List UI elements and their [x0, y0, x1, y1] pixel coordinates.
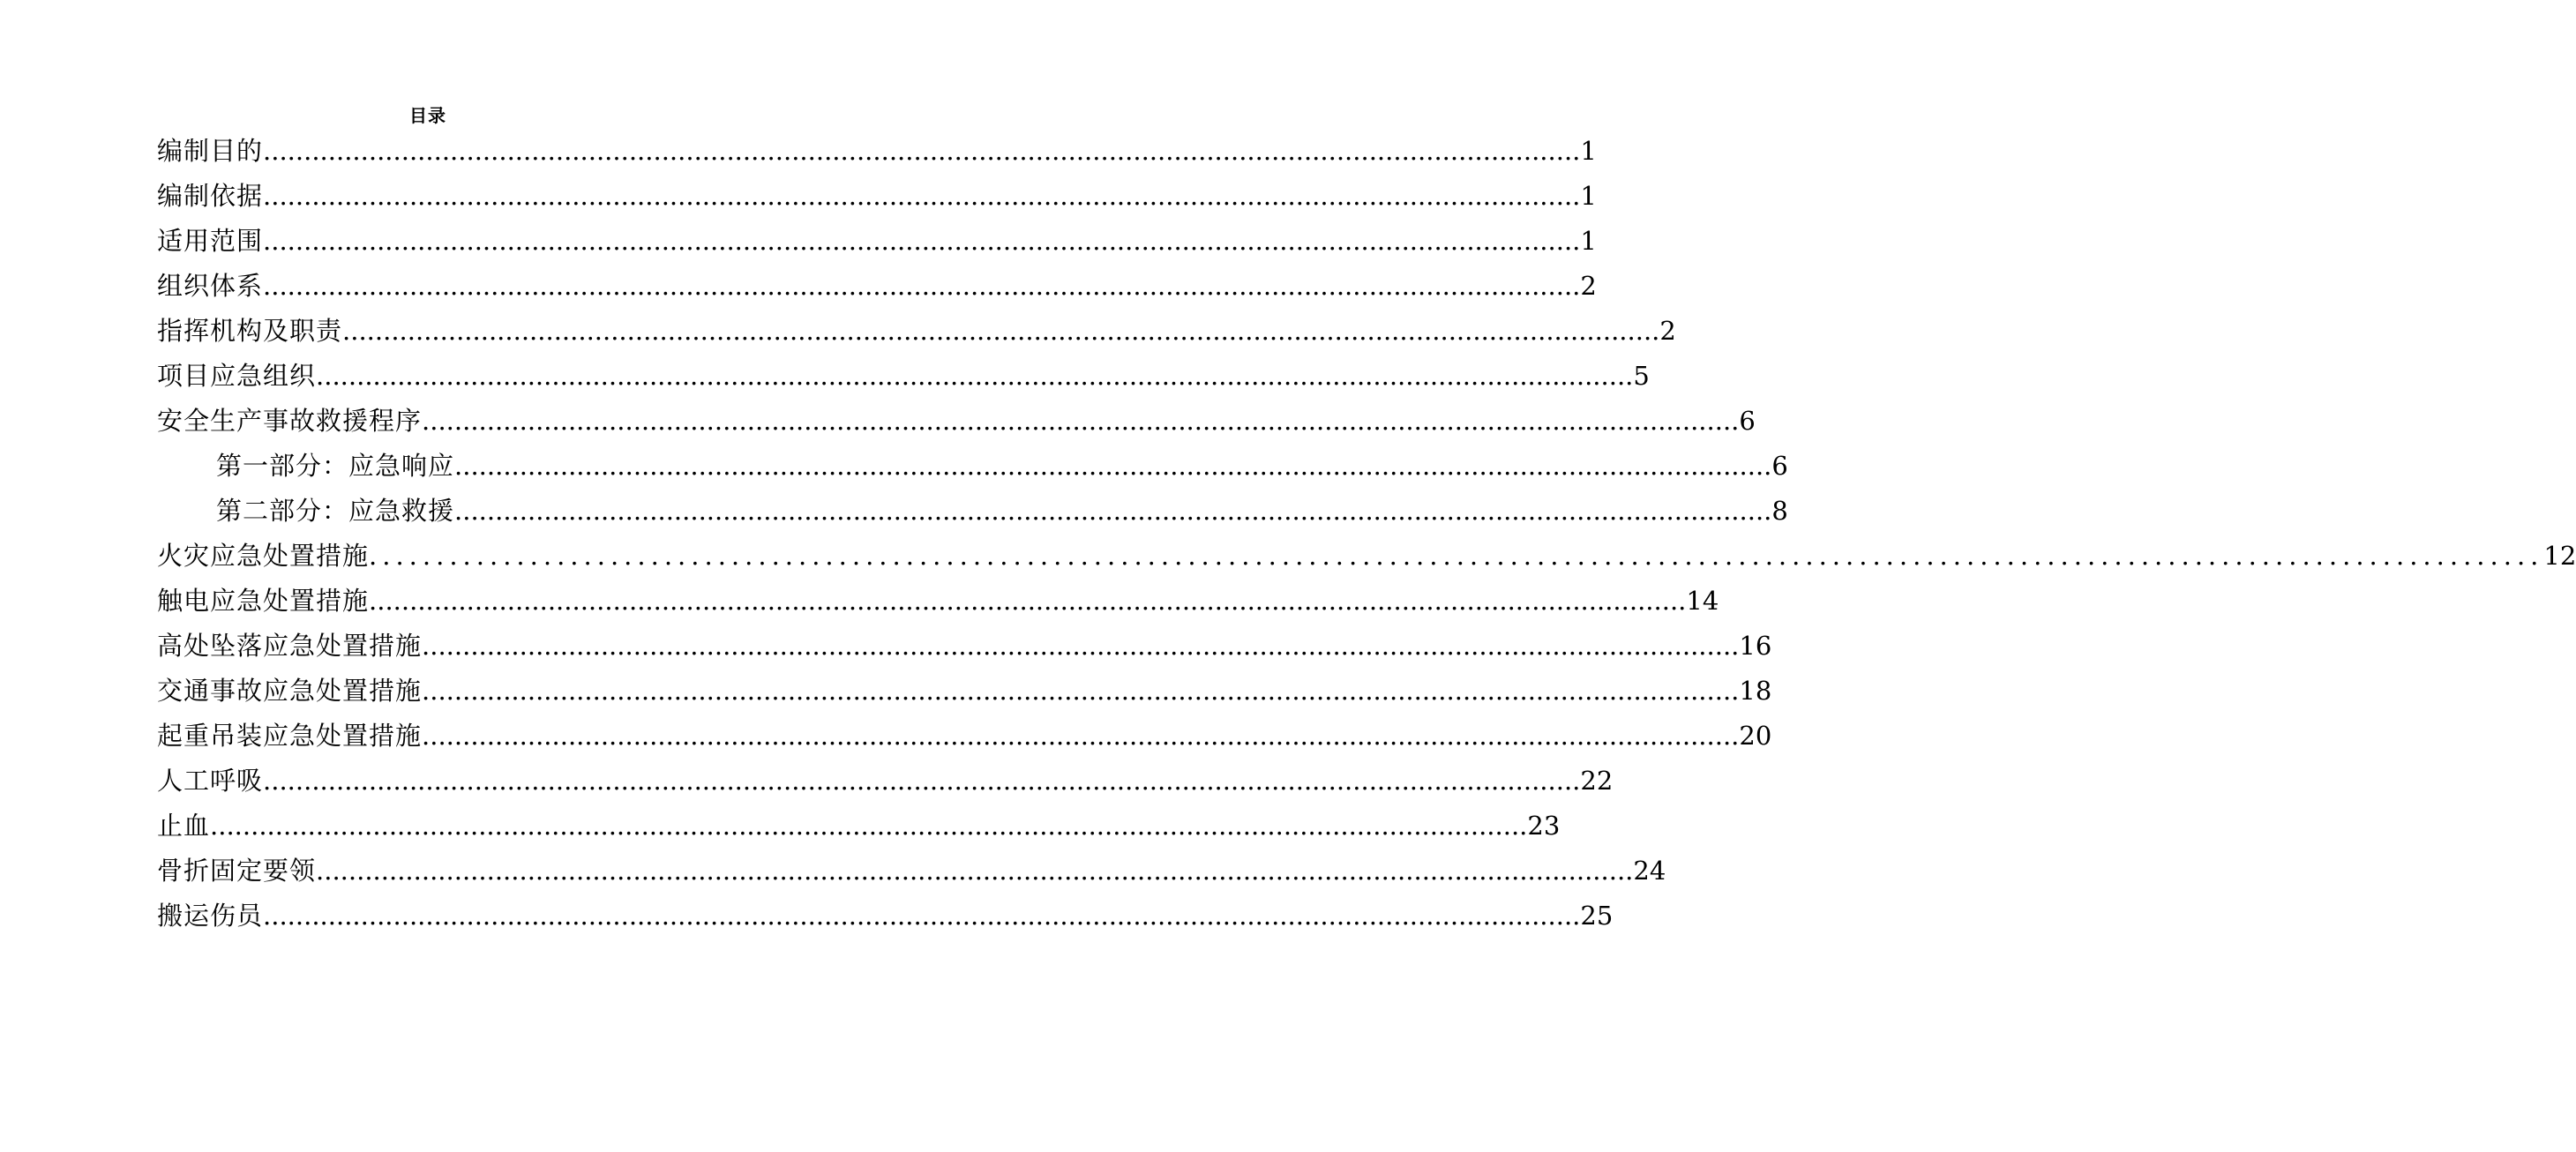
toc-entry[interactable] [157, 129, 1597, 174]
toc-entry[interactable] [157, 849, 1666, 894]
toc-entry[interactable] [157, 264, 1597, 309]
toc-entry-label: 指挥机构及职责 [157, 316, 343, 346]
toc-entry-page-number: 24 [1633, 856, 1666, 886]
toc-entry[interactable] [157, 354, 1650, 399]
toc-entry-page-number: 2 [1580, 271, 1597, 301]
toc-dot-leader: .................................................................................................................................................................. [454, 496, 1772, 526]
toc-entry-page-number: 1 [1580, 226, 1597, 256]
toc-entry-label: 骨折固定要领 [157, 856, 317, 886]
toc-entry-page-number: 22 [1580, 766, 1614, 796]
toc-entry[interactable] [157, 219, 1597, 264]
toc-entry-page-number: 6 [1771, 451, 1788, 481]
toc-dot-leader: .................................................................................................................................................................. [369, 586, 1687, 616]
toc-entry-page-number: 18 [1739, 676, 1772, 706]
toc-entry-label: 第一部分：应急响应 [216, 451, 455, 481]
toc-dot-leader: .................................................................................................................................................................. [263, 766, 1581, 796]
toc-dot-leader: .................................................................................................................................................................. [263, 271, 1581, 301]
toc-entry-page-number: 16 [1739, 631, 1772, 661]
toc-entry-page-number: 5 [1633, 361, 1650, 391]
toc-dot-leader: .................................................................................................................................................................. [263, 181, 1581, 211]
toc-entry-label: 编制依据 [157, 181, 264, 211]
toc-entry-page-number: 12 [2543, 541, 2576, 571]
table-of-contents [157, 129, 2576, 939]
toc-dot-leader: .................................................................................................................................................................. [342, 316, 1660, 346]
toc-subentry[interactable] [157, 489, 1788, 534]
toc-dot-leader: .................................................................................................................................................................. [316, 361, 1634, 391]
toc-entry-page-number: 1 [1580, 136, 1597, 166]
toc-entry-label: 编制目的 [157, 136, 264, 166]
toc-dot-leader: .................................................................................................................................................................. [422, 721, 1740, 751]
toc-entry-label: 触电应急处置措施 [157, 586, 370, 616]
toc-entry[interactable] [157, 399, 1756, 444]
toc-dot-leader: .................................................................................................................................................................. [422, 631, 1740, 661]
toc-entry-label: 适用范围 [157, 226, 264, 256]
toc-entry[interactable] [157, 534, 2576, 579]
toc-entry[interactable] [157, 579, 1719, 624]
toc-entry-label: 第二部分：应急救援 [216, 496, 455, 526]
toc-entry-label: 高处坠落应急处置措施 [157, 631, 423, 661]
toc-entry-page-number: 20 [1739, 721, 1772, 751]
toc-entry[interactable] [157, 804, 1561, 849]
toc-entry[interactable] [157, 669, 1772, 714]
toc-dot-leader: .................................................................................................................................................................. [422, 406, 1740, 436]
toc-entry[interactable] [157, 309, 1676, 354]
toc-entry-label: 安全生产事故救援程序 [157, 406, 423, 436]
toc-entry-page-number: 1 [1580, 181, 1597, 211]
toc-dot-leader: .................................................................................................................................................................. [263, 901, 1581, 931]
toc-dot-leader: .................................................................................................................................................................. [316, 856, 1634, 886]
toc-entry-label: 起重吊装应急处置措施 [157, 721, 423, 751]
toc-entry-label: 止血 [157, 811, 211, 841]
toc-entry-label: 组织体系 [157, 271, 264, 301]
toc-dot-leader: .................................................................................................................................................................. [369, 541, 2544, 571]
toc-dot-leader: .................................................................................................................................................................. [210, 811, 1528, 841]
toc-dot-leader: .................................................................................................................................................................. [263, 226, 1581, 256]
toc-entry-page-number: 8 [1771, 496, 1788, 526]
toc-dot-leader: .................................................................................................................................................................. [263, 136, 1581, 166]
toc-entry[interactable] [157, 759, 1614, 804]
toc-dot-leader: .................................................................................................................................................................. [454, 451, 1772, 481]
toc-entry-label: 火灾应急处置措施 [157, 541, 370, 571]
toc-entry-label: 人工呼吸 [157, 766, 264, 796]
toc-entry[interactable] [157, 174, 1597, 219]
toc-entry-label: 搬运伤员 [157, 901, 264, 931]
toc-entry-page-number: 14 [1686, 586, 1719, 616]
toc-dot-leader: .................................................................................................................................................................. [422, 676, 1740, 706]
toc-subentry[interactable] [157, 444, 1788, 489]
toc-entry-page-number: 6 [1739, 406, 1756, 436]
toc-title: 目录 [409, 105, 446, 126]
toc-entry-page-number: 2 [1659, 316, 1676, 346]
toc-entry[interactable] [157, 714, 1772, 759]
toc-entry-page-number: 23 [1527, 811, 1561, 841]
toc-entry[interactable] [157, 624, 1772, 669]
toc-entry-label: 交通事故应急处置措施 [157, 676, 423, 706]
toc-entry-label: 项目应急组织 [157, 361, 317, 391]
toc-entry-page-number: 25 [1580, 901, 1614, 931]
toc-entry[interactable] [157, 894, 1614, 939]
